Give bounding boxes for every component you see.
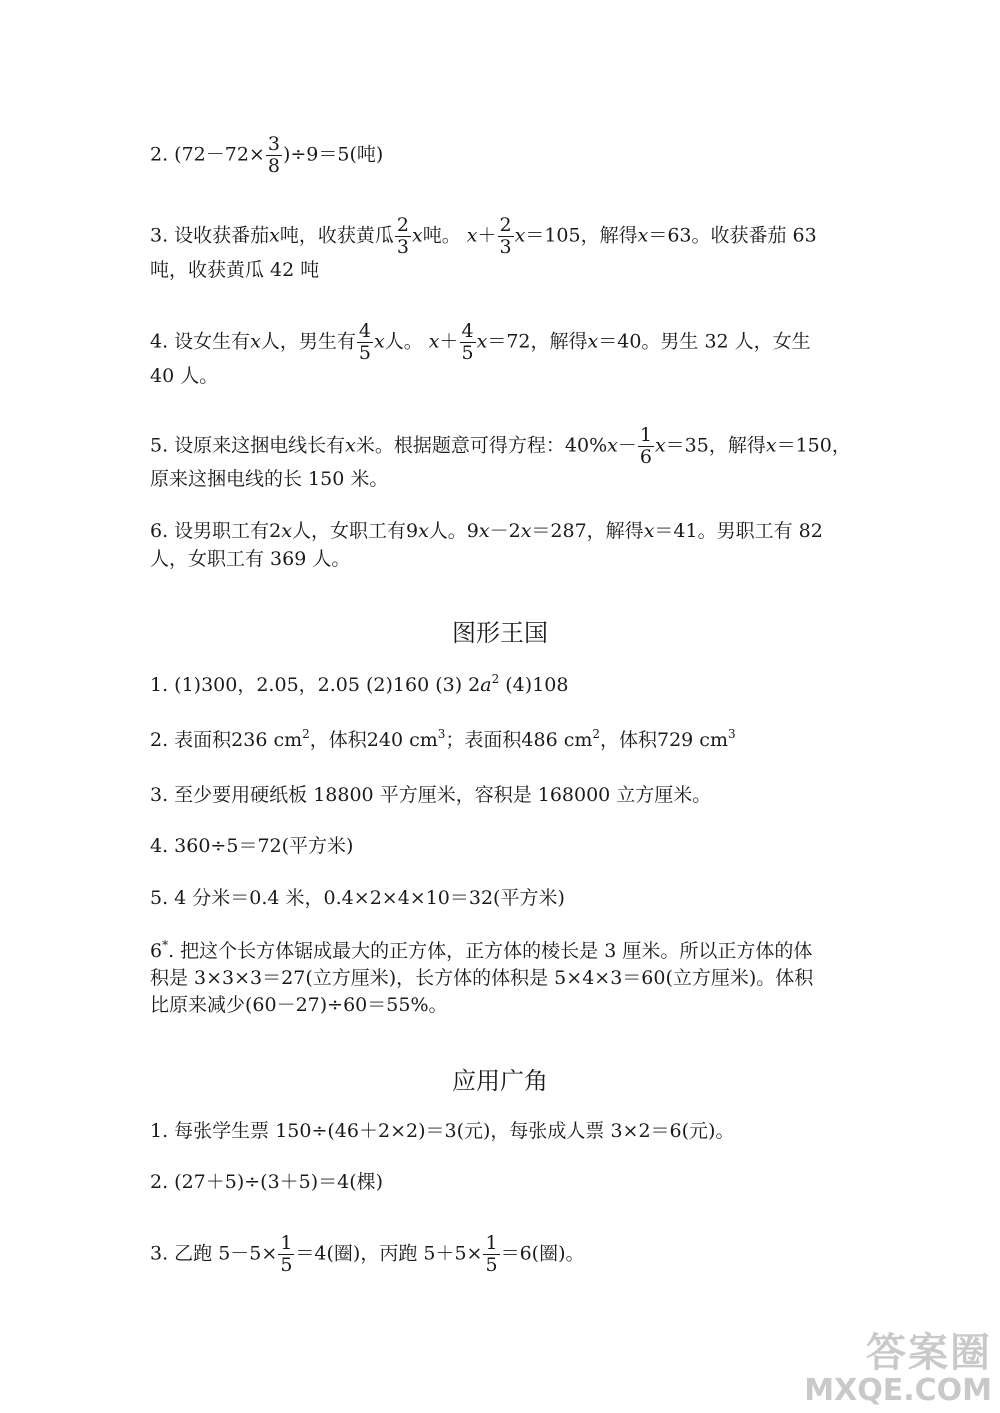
text: 人，男生有 — [260, 330, 356, 353]
text: ＝105，解得 — [525, 224, 638, 247]
fraction — [483, 1233, 499, 1276]
fraction — [266, 134, 282, 177]
denominator: 5 — [461, 342, 474, 364]
text: 3. 设收获番茄 — [150, 224, 270, 247]
text: ＝287，解得 — [531, 520, 644, 542]
text: 人，女职工有9 — [291, 520, 419, 542]
text: ＝150， — [776, 434, 851, 457]
answer-item-3 — [150, 215, 817, 258]
text: －2 — [489, 520, 521, 542]
text: 人。 — [384, 330, 423, 353]
answer-item-5-line-2: 原来这捆电线的长 150 米。 — [150, 468, 389, 490]
text: ，体积240 cm — [309, 729, 438, 751]
variable: x — [418, 520, 429, 542]
shapes-item-5: 5. 4 分米＝0.4 米，0.4×2×4×10＝32(平方米) — [150, 887, 565, 909]
numerator: 4 — [461, 320, 474, 342]
fraction — [278, 1233, 294, 1276]
applications-item-2: 2. (27＋5)÷(3＋5)＝4(棵) — [150, 1171, 384, 1193]
fraction — [395, 215, 411, 258]
variable: x — [643, 520, 655, 542]
denominator: 5 — [280, 1254, 293, 1276]
text: ＝4(圈)，丙跑 5＋5× — [295, 1242, 483, 1265]
watermark — [804, 1331, 992, 1407]
shapes-item-2 — [150, 727, 736, 753]
denominator: 5 — [358, 342, 371, 364]
shapes-item-6-line-2: 积是 3×3×3＝27(立方厘米)，长方体的体积是 5×4×3＝60(立方厘米)。体积 — [150, 967, 814, 989]
exponent: 2 — [491, 672, 500, 686]
text: ＋ — [439, 330, 459, 353]
section-title-shapes: 图形王国 — [452, 619, 548, 647]
variable: x — [466, 224, 478, 247]
text: 米。根据题意可得方程：40% — [355, 434, 608, 457]
text: 5. 设原来这捆电线长有 — [150, 434, 346, 457]
variable: x — [250, 330, 261, 353]
numerator: 1 — [639, 424, 652, 446]
variable: x — [374, 330, 385, 353]
shapes-item-6-line-3: 比原来减少(60－27)÷60＝55%。 — [150, 994, 448, 1016]
text: )÷9＝5(吨) — [282, 143, 384, 166]
applications-item-1: 1. 每张学生票 150÷(46＋2×2)＝3(元)，每张成人票 3×2＝6(元)。 — [150, 1120, 735, 1142]
text: 2. (72－72× — [150, 143, 265, 166]
text: 3. 乙跑 5－5× — [150, 1242, 278, 1265]
shapes-item-4: 4. 360÷5＝72(平方米) — [150, 835, 354, 857]
denominator: 3 — [499, 236, 512, 258]
variable: x — [607, 434, 618, 457]
numerator: 2 — [396, 214, 409, 236]
answer-item-5 — [150, 425, 851, 468]
variable: x — [478, 520, 490, 542]
text: 人。9 — [428, 520, 479, 542]
text: ＝41。男职工有 82 — [654, 520, 823, 542]
exponent: 2 — [302, 727, 310, 741]
numerator: 1 — [280, 1232, 293, 1254]
text: ＝63。收获番茄 63 — [648, 224, 817, 247]
fraction — [638, 425, 654, 468]
text: 2. 表面积236 cm — [150, 729, 303, 751]
variable: x — [476, 330, 488, 353]
text: . 把这个长方体锯成最大的正方体，正方体的棱长是 3 厘米。所以正方体的体 — [168, 940, 813, 962]
fraction — [460, 321, 476, 364]
variable: x — [428, 330, 440, 353]
section-title-applications: 应用广角 — [452, 1067, 548, 1095]
text: ；表面积486 cm — [445, 729, 593, 751]
watermark-site: MXQE.COM — [804, 1373, 992, 1408]
denominator: 8 — [267, 155, 280, 177]
answer-item-3-line-2: 吨，收获黄瓜 42 吨 — [150, 259, 320, 281]
variable: x — [654, 434, 666, 457]
text: ，体积729 cm — [600, 729, 728, 751]
denominator: 5 — [485, 1254, 498, 1276]
variable: x — [269, 224, 280, 247]
variable: x — [412, 224, 423, 247]
answer-item-6-line-2: 人，女职工有 369 人。 — [150, 548, 351, 570]
text: 吨，收获黄瓜 — [279, 224, 394, 247]
text: 6. 设男职工有2 — [150, 520, 282, 542]
numerator: 3 — [267, 133, 280, 155]
exponent: 3 — [727, 727, 736, 741]
answer-item-2 — [150, 134, 383, 177]
denominator: 6 — [639, 446, 652, 468]
variable: x — [281, 520, 292, 542]
numerator: 1 — [485, 1232, 498, 1254]
text: ＝6(圈)。 — [500, 1242, 585, 1265]
variable: x — [587, 330, 599, 353]
denominator: 3 — [396, 236, 409, 258]
variable: x — [514, 224, 526, 247]
text: 吨。 — [422, 224, 461, 247]
text: ＋ — [477, 224, 497, 247]
shapes-item-6 — [150, 938, 812, 964]
variable: x — [345, 434, 356, 457]
text: (4)108 — [499, 674, 569, 696]
text: 4. 设女生有 — [150, 330, 251, 353]
watermark-logo: 答案圈 — [866, 1330, 992, 1376]
text: － — [617, 434, 637, 457]
variable: x — [637, 224, 649, 247]
exponent: 2 — [592, 727, 600, 741]
numerator: 2 — [499, 214, 512, 236]
variable: x — [765, 434, 777, 457]
fraction — [357, 321, 373, 364]
exponent: 3 — [437, 727, 446, 741]
star-mark: * — [162, 938, 169, 952]
text: ＝72，解得 — [487, 330, 588, 353]
answer-item-4 — [150, 321, 811, 364]
shapes-item-3: 3. 至少要用硬纸板 18800 平方厘米，容积是 168000 立方厘米。 — [150, 784, 712, 806]
shapes-item-1 — [150, 672, 568, 698]
fraction — [498, 215, 514, 258]
variable: x — [520, 520, 532, 542]
text: ＝40。男生 32 人，女生 — [598, 330, 811, 353]
numerator: 4 — [358, 320, 371, 342]
answer-item-4-line-2: 40 人。 — [150, 365, 219, 387]
text: ＝35，解得 — [665, 434, 766, 457]
text: 1. (1)300，2.05，2.05 (2)160 (3) 2 — [150, 674, 481, 696]
variable: a — [480, 674, 492, 696]
text: 6 — [150, 940, 163, 962]
applications-item-3 — [150, 1233, 584, 1276]
answer-item-6 — [150, 518, 823, 544]
